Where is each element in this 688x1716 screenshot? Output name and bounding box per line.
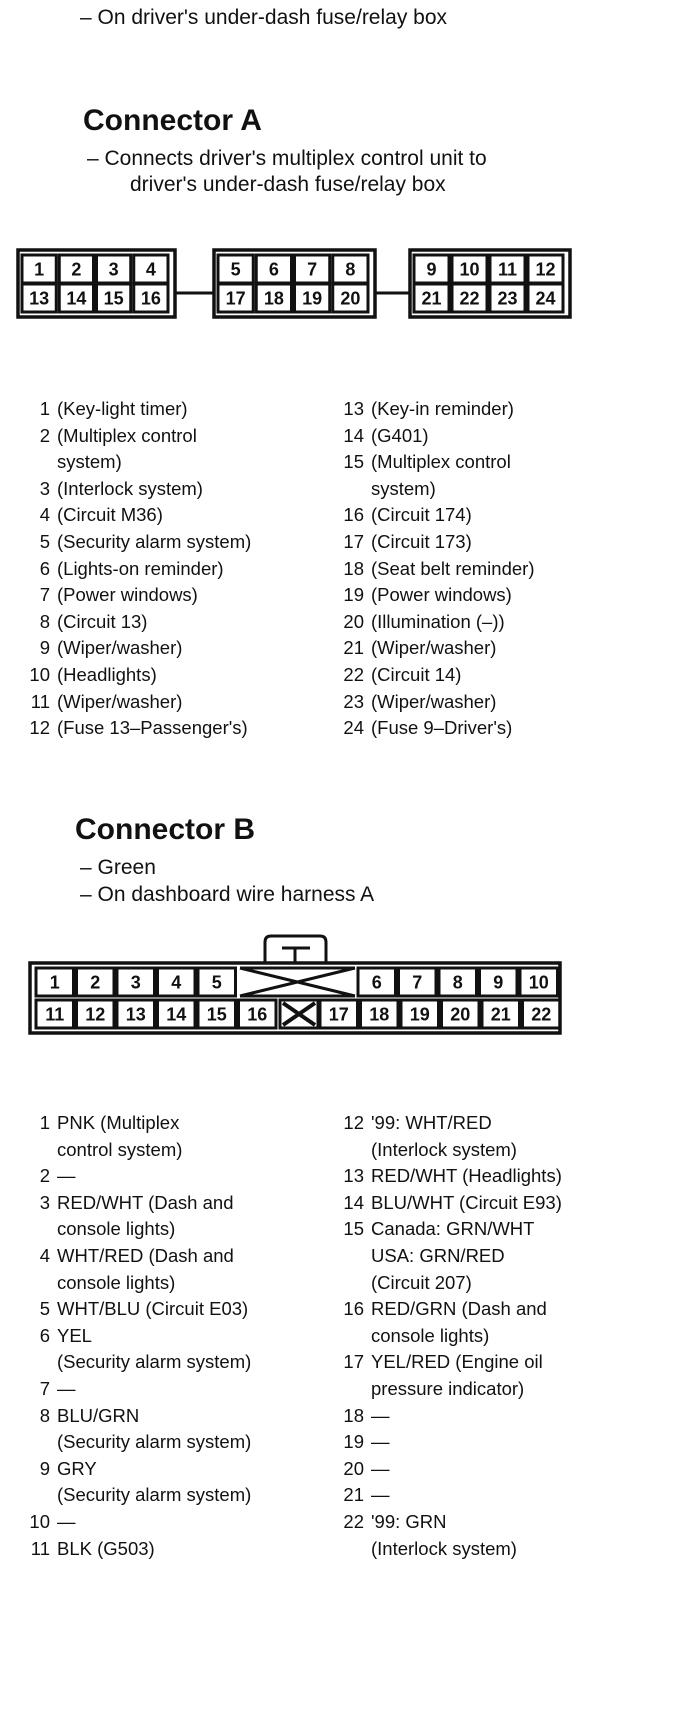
connector-a-left-pin-number: 10 (29, 663, 50, 685)
connector-a-pin-12: 12 (535, 259, 556, 280)
connector-a-right-item (334, 396, 664, 423)
connector-b-right-pin-number: 13 (343, 1165, 364, 1187)
connector-a-right-description: (Fuse 9–Driver's) (371, 717, 513, 739)
connector-a-pin-24: 24 (535, 288, 556, 309)
connector-a-pin-2: 2 (71, 259, 82, 280)
connector-a-pin-22: 22 (459, 288, 480, 309)
connector-b-pin-8: 8 (452, 972, 463, 993)
connector-a-right-description: (Wiper/washer) (371, 637, 497, 659)
connector-b-right-description-cont: (Circuit 207) (371, 1271, 472, 1293)
connector-b-right-description-cont: (Interlock system) (371, 1138, 517, 1160)
connector-b-pin-21: 21 (490, 1004, 511, 1025)
connector-b-right-item (334, 1482, 674, 1509)
connector-b-pin-14: 14 (166, 1004, 187, 1025)
connector-b-pin-16: 16 (247, 1004, 268, 1025)
connector-b-left-description: BLK (G503) (57, 1537, 155, 1559)
connector-b-right-description-cont: console lights) (371, 1324, 490, 1346)
connector-b-title: Connector B (75, 813, 255, 846)
connector-b-right-item (334, 1456, 674, 1483)
connector-b-left-description-cont: (Security alarm system) (57, 1351, 252, 1373)
connector-b-right-description: BLU/WHT (Circuit E93) (371, 1191, 562, 1213)
connector-a-right-description: (Circuit 173) (371, 530, 472, 552)
connector-b-left-pin-number: 2 (39, 1165, 50, 1187)
connector-a-right-description: (Wiper/washer) (371, 690, 497, 712)
connector-a-left-item (20, 502, 330, 529)
connector-b-left-item (20, 1110, 330, 1137)
connector-b-left-item (20, 1456, 330, 1483)
connector-a-left-item (20, 689, 330, 716)
connector-b-left-description: RED/WHT (Dash and (57, 1191, 234, 1213)
connector-b-right-description: Canada: GRN/WHT (371, 1218, 535, 1240)
connector-a-pin-14: 14 (66, 288, 87, 309)
connector-a-left-description: (Headlights) (57, 663, 157, 685)
connector-a-left-description: (Multiplex control (57, 424, 197, 446)
connector-b-left-pin-number: 1 (39, 1112, 50, 1133)
connector-b-left-description-cont: console lights) (57, 1271, 176, 1293)
connector-a-left-description: (Lights-on reminder) (57, 557, 224, 579)
connector-a-right-pin-number: 13 (343, 398, 364, 419)
connector-a-diagram (0, 0, 688, 340)
connector-a-right-description: (Multiplex control (371, 451, 511, 473)
connector-b-left-pin-number: 10 (29, 1510, 50, 1532)
connector-b-right-pin-number: 14 (343, 1191, 364, 1213)
connector-a-pin-15: 15 (103, 288, 124, 309)
connector-b-pin-18: 18 (369, 1004, 390, 1025)
connector-b-left-description-cont: console lights) (57, 1218, 176, 1240)
connector-a-left-item (20, 529, 330, 556)
connector-a-left-description-cont: system) (57, 451, 122, 473)
connector-b-left-description: — (57, 1510, 76, 1532)
connector-b-left-description: YEL (57, 1324, 92, 1346)
connector-a-left-description: (Fuse 13–Passenger's) (57, 717, 248, 739)
connector-b-right-description: '99: WHT/RED (371, 1112, 492, 1133)
connector-b-left-pin-number: 8 (39, 1404, 50, 1426)
connector-a-right-description: (Seat belt reminder) (371, 557, 535, 579)
connector-b-left-description-cont: control system) (57, 1138, 183, 1160)
connector-b-right-description: RED/GRN (Dash and (371, 1298, 547, 1320)
connector-a-pin-18: 18 (263, 288, 284, 309)
connector-b-right-item (334, 1403, 674, 1430)
connector-a-left-item (20, 556, 330, 583)
connector-a-right-item (334, 715, 664, 742)
connector-a-right-pin-number: 17 (343, 530, 364, 552)
connector-b-right-item (334, 1110, 674, 1137)
connector-a-pin-3: 3 (108, 259, 119, 280)
connector-b-right-item (334, 1429, 674, 1456)
connector-b-left-pin-number: 7 (39, 1377, 50, 1399)
connector-b-diagram (0, 900, 688, 1050)
connector-a-pin-13: 13 (29, 288, 50, 309)
connector-a-right-description: (Key-in reminder) (371, 398, 514, 419)
connector-a-left-pin-number: 9 (39, 637, 50, 659)
connector-a-pin-1: 1 (34, 259, 45, 280)
connector-a-pin-5: 5 (230, 259, 241, 280)
connector-b-right-item (334, 1296, 674, 1323)
connector-a-left-pin-number: 1 (39, 398, 50, 419)
connector-a-right-pin-number: 16 (343, 504, 364, 526)
connector-a-right-item (334, 582, 664, 609)
connector-b-left-pin-number: 3 (39, 1191, 50, 1213)
connector-b-left-description: PNK (Multiplex (57, 1112, 180, 1133)
connector-b-left-item (20, 1403, 330, 1430)
connector-a-right-description: (G401) (371, 424, 429, 446)
connector-a-right-item (334, 609, 664, 636)
connector-b-left-list (20, 1110, 330, 1562)
connector-a-right-pin-number: 15 (343, 451, 364, 473)
connector-a-pin-21: 21 (421, 288, 442, 309)
connector-b-pin-4: 4 (171, 972, 182, 993)
connector-a-left-item (20, 396, 330, 423)
connector-a-note-1: – Connects driver's multiplex control unit to (87, 147, 487, 170)
connector-b-left-item (20, 1509, 330, 1536)
connector-a-left-item (20, 582, 330, 609)
connector-a-left-description: (Wiper/washer) (57, 637, 183, 659)
connector-b-right-pin-number: 16 (343, 1298, 364, 1320)
connector-b-right-description: — (371, 1484, 390, 1506)
connector-a-left-item (20, 635, 330, 662)
connector-a-right-item (334, 689, 664, 716)
connector-b-right-description: — (371, 1404, 390, 1426)
connector-a-right-pin-number: 22 (343, 663, 364, 685)
connector-a-left-list (20, 396, 330, 742)
connector-b-right-description-cont: (Interlock system) (371, 1537, 517, 1559)
connector-b-right-description-cont: pressure indicator) (371, 1377, 525, 1399)
connector-a-right-list (334, 396, 664, 742)
connector-b-left-description: WHT/RED (Dash and (57, 1244, 234, 1266)
connector-b-left-item (20, 1323, 330, 1350)
connector-b-left-description-cont: (Security alarm system) (57, 1431, 252, 1453)
connector-b-left-item (20, 1536, 330, 1563)
connector-a-left-pin-number: 4 (39, 504, 50, 526)
connector-a-left-pin-number: 2 (39, 424, 50, 446)
connector-b-pin-5: 5 (211, 972, 222, 993)
connector-b-right-description-cont: USA: GRN/RED (371, 1244, 505, 1266)
connector-a-pin-7: 7 (307, 259, 318, 280)
connector-a-left-pin-number: 5 (39, 530, 50, 552)
connector-b-right-pin-number: 12 (343, 1112, 364, 1133)
connector-b-left-description: — (57, 1377, 76, 1399)
connector-b-right-item (334, 1216, 674, 1243)
connector-b-pin-22: 22 (531, 1004, 552, 1025)
connector-a-right-pin-number: 24 (343, 717, 364, 739)
connector-b-right-pin-number: 18 (343, 1404, 364, 1426)
connector-b-left-item (20, 1190, 330, 1217)
connector-a-left-item (20, 423, 330, 450)
connector-b-right-description: — (371, 1431, 390, 1453)
connector-b-left-pin-number: 6 (39, 1324, 50, 1346)
connector-a-left-description: (Interlock system) (57, 477, 203, 499)
connector-b-right-pin-number: 17 (343, 1351, 364, 1373)
connector-b-pin-15: 15 (206, 1004, 227, 1025)
connector-b-right-item (334, 1349, 674, 1376)
connector-a-left-pin-number: 12 (29, 717, 50, 739)
connector-b-left-description: BLU/GRN (57, 1404, 140, 1426)
connector-a-left-description: (Wiper/washer) (57, 690, 183, 712)
connector-b-right-pin-number: 19 (343, 1431, 364, 1453)
connector-a-pin-16: 16 (140, 288, 161, 309)
connector-b-left-description: GRY (57, 1457, 97, 1479)
connector-b-pin-1: 1 (49, 972, 60, 993)
connector-b-pin-12: 12 (85, 1004, 106, 1025)
connector-a-right-description: (Circuit 174) (371, 504, 472, 526)
connector-b-pin-3: 3 (130, 972, 141, 993)
connector-b-left-description: WHT/BLU (Circuit E03) (57, 1298, 249, 1320)
connector-b-left-pin-number: 9 (39, 1457, 50, 1479)
connector-a-pin-19: 19 (302, 288, 323, 309)
connector-b-pin-6: 6 (371, 972, 382, 993)
connector-a-title: Connector A (83, 104, 262, 137)
connector-a-pin-4: 4 (145, 259, 156, 280)
connector-a-right-pin-number: 19 (343, 584, 364, 606)
connector-a-left-pin-number: 6 (39, 557, 50, 579)
connector-b-right-item (334, 1163, 674, 1190)
connector-b-pin-11: 11 (45, 1004, 65, 1025)
connector-b-right-description: '99: GRN (371, 1510, 447, 1532)
connector-b-pin-19: 19 (409, 1004, 430, 1025)
connector-a-left-description: (Key-light timer) (57, 398, 188, 419)
connector-b-left-item (20, 1376, 330, 1403)
connector-a-right-item (334, 635, 664, 662)
connector-b-left-description-cont: (Security alarm system) (57, 1484, 252, 1506)
connector-b-right-pin-number: 22 (343, 1510, 364, 1532)
connector-b-left-item (20, 1243, 330, 1270)
connector-a-pin-20: 20 (340, 288, 361, 309)
connector-b-right-description: RED/WHT (Headlights) (371, 1165, 562, 1187)
connector-b-right-pin-number: 20 (343, 1457, 364, 1479)
connector-a-right-pin-number: 21 (343, 637, 364, 659)
connector-b-pin-17: 17 (328, 1004, 349, 1025)
connector-b-pin-2: 2 (90, 972, 101, 993)
connector-b-pin-9: 9 (493, 972, 504, 993)
connector-b-right-item (334, 1509, 674, 1536)
connector-a-right-item (334, 662, 664, 689)
connector-a-right-pin-number: 23 (343, 690, 364, 712)
connector-a-left-item (20, 662, 330, 689)
connector-b-right-pin-number: 15 (343, 1218, 364, 1240)
connector-b-right-item (334, 1190, 674, 1217)
connector-a-left-item (20, 715, 330, 742)
connector-a-right-item (334, 529, 664, 556)
connector-b-pin-13: 13 (125, 1004, 146, 1025)
connector-b-right-list (334, 1110, 674, 1562)
connector-a-left-item (20, 609, 330, 636)
connector-a-right-description: (Power windows) (371, 584, 512, 606)
connector-b-pin-7: 7 (412, 972, 423, 993)
connector-a-right-item (334, 556, 664, 583)
connector-b-right-pin-number: 21 (343, 1484, 364, 1506)
connector-b-left-pin-number: 4 (39, 1244, 50, 1266)
connector-b-left-pin-number: 5 (39, 1298, 50, 1320)
connector-a-pin-10: 10 (459, 259, 480, 280)
connector-a-right-pin-number: 14 (343, 424, 364, 446)
connector-a-right-description: (Circuit 14) (371, 663, 462, 685)
connector-a-pin-23: 23 (497, 288, 518, 309)
connector-b-right-description: YEL/RED (Engine oil (371, 1351, 543, 1373)
connector-b-note-2: – On dashboard wire harness A (80, 883, 375, 906)
connector-a-right-item (334, 502, 664, 529)
connector-a-left-item (20, 476, 330, 503)
connector-b-left-item (20, 1296, 330, 1323)
connector-a-left-description: (Circuit M36) (57, 504, 163, 526)
connector-a-pin-8: 8 (345, 259, 356, 280)
connector-b-left-description: — (57, 1165, 76, 1187)
connector-a-right-item (334, 423, 664, 450)
connector-b-left-pin-number: 11 (30, 1537, 50, 1559)
connector-a-pin-11: 11 (497, 259, 518, 280)
connector-b-pin-10: 10 (528, 972, 549, 993)
connector-a-pin-9: 9 (426, 259, 437, 280)
connector-a-left-pin-number: 8 (39, 610, 50, 632)
connector-b-pin-20: 20 (450, 1004, 471, 1025)
connector-a-left-description: (Security alarm system) (57, 530, 252, 552)
connector-a-right-pin-number: 20 (343, 610, 364, 632)
connector-a-left-description: (Circuit 13) (57, 610, 148, 632)
connector-a-right-description: (Illumination (–)) (371, 610, 505, 632)
connector-b-left-item (20, 1163, 330, 1190)
connector-b-right-description: — (371, 1457, 390, 1479)
connector-b-note-1: – Green (80, 856, 156, 879)
connector-a-note-2: driver's under-dash fuse/relay box (130, 173, 446, 196)
top-note: – On driver's under-dash fuse/relay box (80, 6, 448, 29)
connector-a-pin-17: 17 (225, 288, 246, 309)
connector-a-left-pin-number: 11 (30, 690, 50, 712)
connector-a-right-item (334, 449, 664, 476)
connector-a-left-description: (Power windows) (57, 584, 198, 606)
connector-a-left-pin-number: 7 (39, 584, 50, 606)
connector-a-right-description-cont: system) (371, 477, 436, 499)
connector-a-left-pin-number: 3 (39, 477, 50, 499)
connector-a-pin-6: 6 (268, 259, 279, 280)
connector-a-right-pin-number: 18 (343, 557, 364, 579)
